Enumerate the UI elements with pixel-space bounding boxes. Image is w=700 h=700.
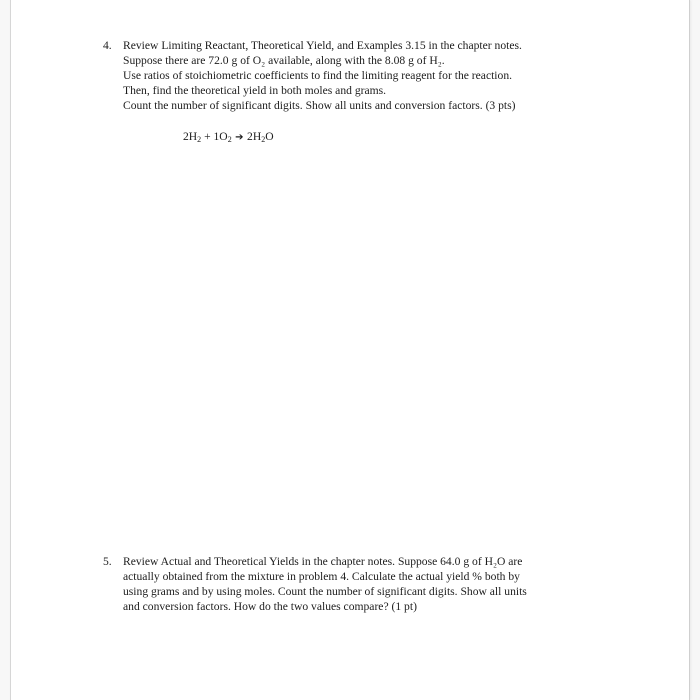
problem-4-number: 4.	[103, 39, 112, 52]
problem-4-text	[123, 38, 603, 113]
problem-5-number: 5.	[103, 555, 112, 568]
problem-4-line: Count the number of significant digits. Show all units and conversion factors. (3 pts)	[123, 99, 516, 112]
problem-4-line: Review Limiting Reactant, Theoretical Yield, and Examples 3.15 in the chapter notes.	[123, 39, 522, 52]
problem-5-text	[123, 554, 603, 614]
equation-product-tail: O	[265, 130, 274, 143]
problem-5-line: Review Actual and Theoretical Yields in the chapter notes. Suppose 64.0 g of H₂O are	[123, 555, 523, 568]
document-page	[10, 0, 690, 700]
problem-4-line: Then, find the theoretical yield in both moles and grams.	[123, 84, 387, 97]
equation-product-h2o: 2H	[247, 130, 262, 143]
equation-subscript: 2	[227, 135, 232, 144]
problem-4-line: Use ratios of stoichiometric coefficients to find the limiting reagent for the reaction.	[123, 69, 513, 82]
problem-5-line: using grams and by using moles. Count the number of significant digits. Show all units	[123, 585, 527, 598]
problem-4-line: Suppose there are 72.0 g of O₂ available, along with the 8.08 g of H₂.	[123, 54, 445, 67]
problem-5-line: actually obtained from the mixture in problem 4. Calculate the actual yield % both by	[123, 570, 520, 583]
problem-5-line: and conversion factors. How do the two values compare? (1 pt)	[123, 600, 417, 613]
reaction-arrow-icon: ➔	[231, 132, 248, 143]
equation-reactant-o2: + 1O	[201, 130, 228, 143]
chemical-equation	[183, 129, 274, 145]
equation-reactant-h2: 2H	[183, 130, 198, 143]
equation-subscript: 2	[197, 135, 202, 144]
equation-subscript: 2	[261, 135, 266, 144]
